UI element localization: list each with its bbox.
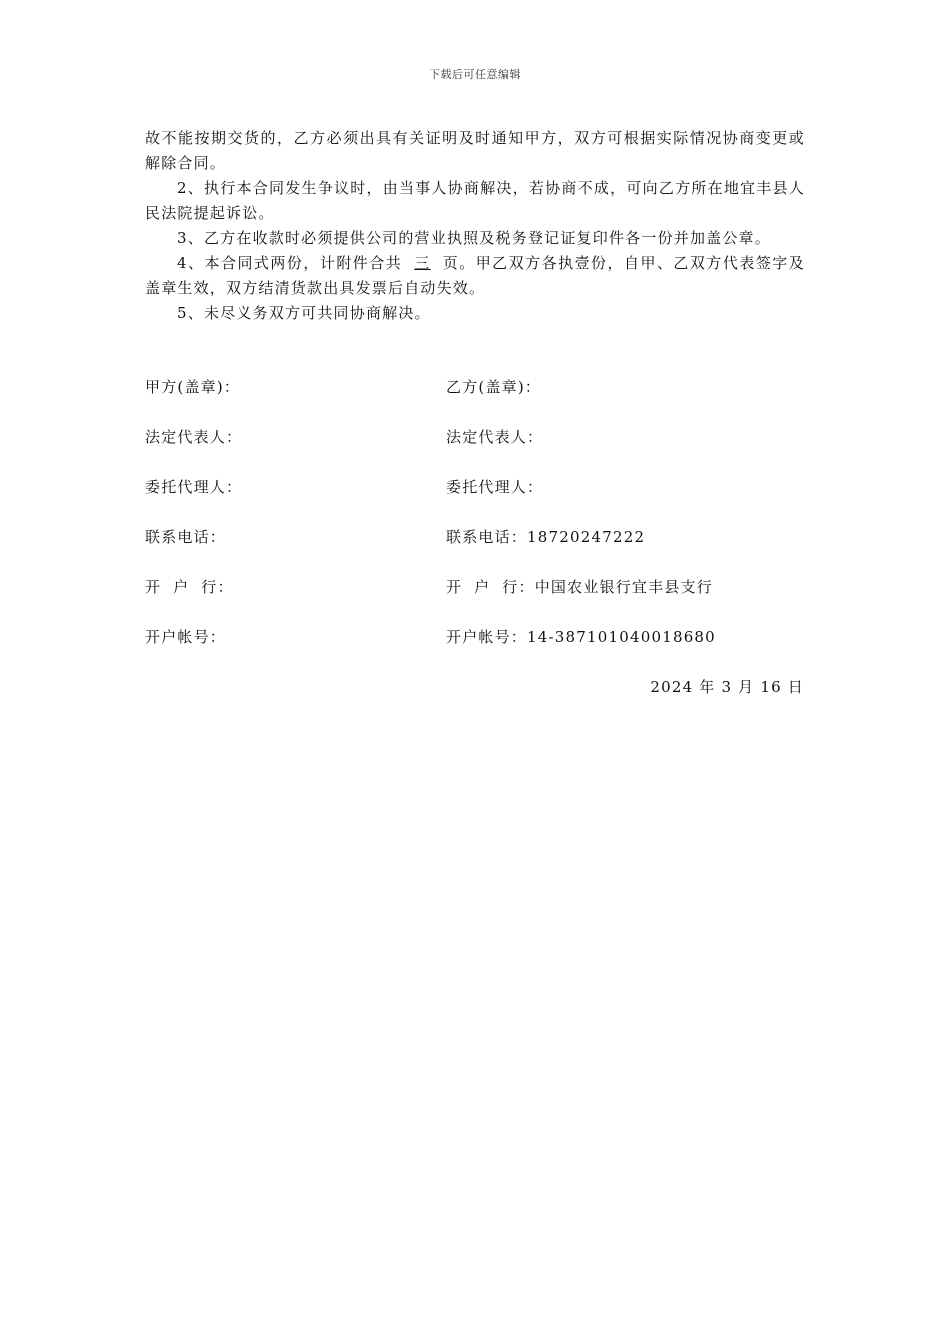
signature-row-account [145, 624, 805, 674]
party-b-seal-label: 乙方(盖章)： [446, 378, 542, 396]
page-header-note: 下载后可任意编辑 [429, 68, 521, 81]
party-a-seal-label: 甲方(盖章)： [145, 378, 241, 396]
copies-text-after: 页。甲乙双方各执壹份，自甲、乙双方代表签字及盖章生效，双方结清货款出具发票后自动失效。 [145, 254, 805, 297]
attachment-pages-blank: 三 [414, 254, 431, 272]
party-b-agent-label: 委托代理人： [446, 478, 544, 496]
party-a-legal-rep-label: 法定代表人： [145, 428, 243, 446]
paragraph-license: 3、乙方在收款时必须提供公司的营业执照及税务登记证复印件各一份并加盖公章。 [177, 229, 771, 247]
party-a-account-label: 开户帐号： [145, 628, 227, 646]
paragraph-continuation: 故不能按期交货的，乙方必须出具有关证明及时通知甲方，双方可根据实际情况协商变更或解除合同。 [145, 129, 805, 172]
party-b-bank [446, 574, 805, 624]
party-b-phone-value: 18720247222 [527, 528, 646, 546]
paragraph-dispute: 2、执行本合同发生争议时，由当事人协商解决，若协商不成，可向乙方所在地宜丰县人民法院提起诉讼。 [145, 179, 805, 222]
party-a-agent-label: 委托代理人： [145, 478, 243, 496]
contract-body [145, 126, 805, 326]
paragraph-other-matters: 5、未尽义务双方可共同协商解决。 [177, 304, 431, 322]
signature-block [145, 374, 805, 674]
party-b-legal-rep-label: 法定代表人： [446, 428, 544, 446]
party-b-account [446, 624, 805, 674]
signature-row-agent [145, 474, 805, 524]
paragraph-copies [145, 251, 805, 301]
signature-row-seal [145, 374, 805, 424]
signature-row-phone [145, 524, 805, 574]
party-b-account-label: 开户帐号： [446, 628, 528, 646]
contract-date: 2024 年 3 月 16 日 [650, 678, 804, 696]
party-a-phone-label: 联系电话： [145, 528, 227, 546]
copies-text-before: 4、本合同式两份，计附件合共 [177, 254, 403, 272]
signature-row-bank [145, 574, 805, 624]
party-b-bank-label: 开 户 行： [446, 578, 535, 596]
signature-row-legal-rep [145, 424, 805, 474]
party-a-bank-label: 开 户 行： [145, 578, 234, 596]
party-b-phone-label: 联系电话： [446, 528, 528, 546]
party-b-account-value: 14-387101040018680 [527, 628, 716, 646]
party-b-phone [446, 524, 805, 574]
party-b-bank-value: 中国农业银行宜丰县支行 [534, 578, 713, 596]
